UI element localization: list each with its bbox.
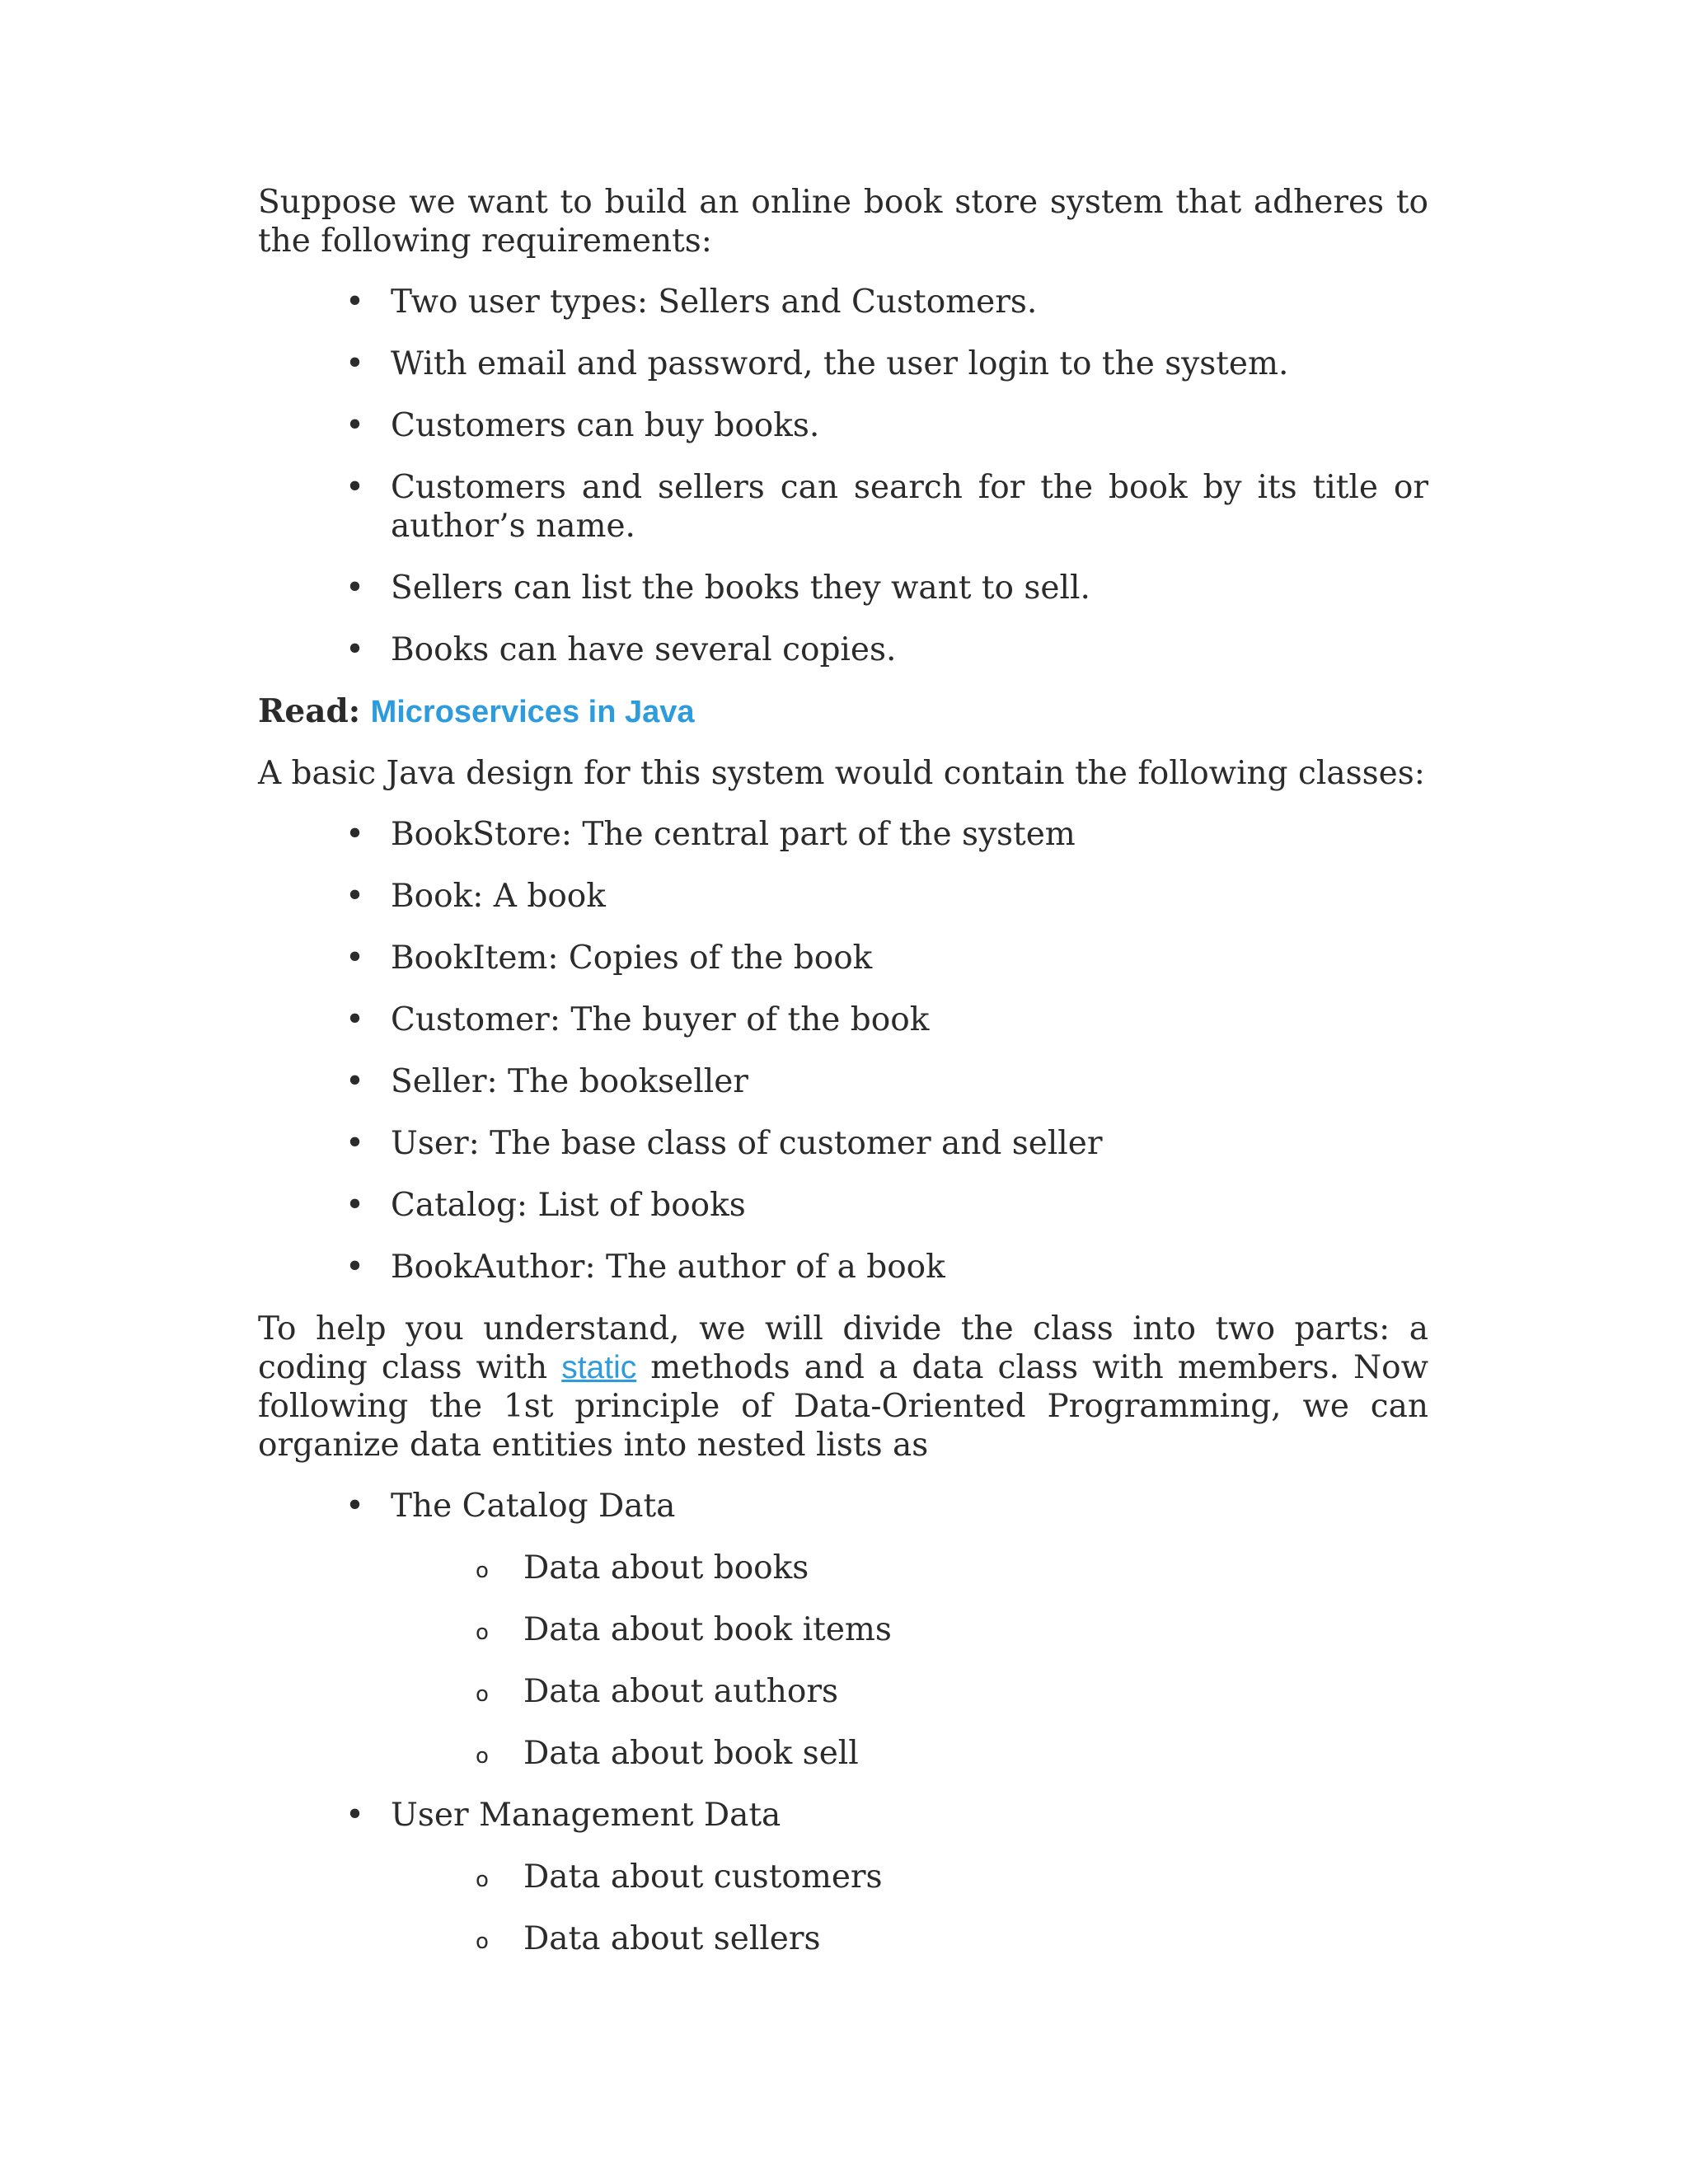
list-item-catalog-data — [258, 1487, 1428, 1773]
group-label: User Management Data — [391, 1797, 781, 1834]
list-item: • Sellers can list the books they want to sell. — [258, 569, 1428, 607]
requirements-list — [258, 283, 1428, 669]
list-item: • BookStore: The central part of the system — [258, 815, 1428, 854]
list-item: • Book: A book — [258, 877, 1428, 916]
list-item: • Catalog: List of books — [258, 1186, 1428, 1225]
sub-list-item: o Data about book items — [258, 1610, 1428, 1649]
explain-text-before: To help you understand, we will divide the class into two parts: a coding class with — [258, 1310, 1428, 1386]
list-item: • Two user types: Sellers and Customers. — [258, 283, 1428, 321]
explain-text-after: methods and a data class with members. Now following the 1st principle of Data-Oriented Programming, we can organize data entities into nested lists as — [258, 1349, 1428, 1464]
list-item: • Customers can buy books. — [258, 406, 1428, 445]
microservices-link[interactable]: Microservices in Java — [370, 695, 695, 729]
classes-intro-paragraph: A basic Java design for this system would contain the following classes: — [258, 755, 1425, 792]
sub-list-item: o Data about books — [258, 1549, 1428, 1587]
catalog-data-sublist — [391, 1549, 1428, 1773]
list-item: • With email and password, the user login to the system. — [258, 344, 1428, 383]
sub-list-item: o Data about customers — [258, 1858, 1428, 1896]
data-groups-list — [258, 1487, 1428, 1958]
list-item: • Seller: The bookseller — [258, 1062, 1428, 1101]
user-management-sublist — [391, 1858, 1428, 1958]
read-label: Read: — [258, 692, 361, 730]
group-label: The Catalog Data — [391, 1488, 676, 1525]
list-item: • User: The base class of customer and seller — [258, 1124, 1428, 1163]
list-item: • Customers and sellers can search for the book by its title or author’s name. — [258, 468, 1428, 546]
sub-list-item: o Data about book sell — [258, 1734, 1428, 1773]
document-page — [258, 183, 1428, 1981]
static-link[interactable]: static — [561, 1350, 637, 1385]
read-also-line — [258, 692, 1428, 732]
intro-paragraph: Suppose we want to build an online book store system that adheres to the following requirements: — [258, 184, 1428, 260]
list-item: • Books can have several copies. — [258, 630, 1428, 669]
list-item-user-management-data — [258, 1796, 1428, 1958]
explain-paragraph — [258, 1310, 1428, 1465]
sub-list-item: o Data about sellers — [258, 1919, 1428, 1958]
list-item: • BookItem: Copies of the book — [258, 939, 1428, 977]
list-item: • BookAuthor: The author of a book — [258, 1248, 1428, 1286]
list-item: • Customer: The buyer of the book — [258, 1001, 1428, 1039]
classes-list — [258, 815, 1428, 1286]
sub-list-item: o Data about authors — [258, 1672, 1428, 1711]
